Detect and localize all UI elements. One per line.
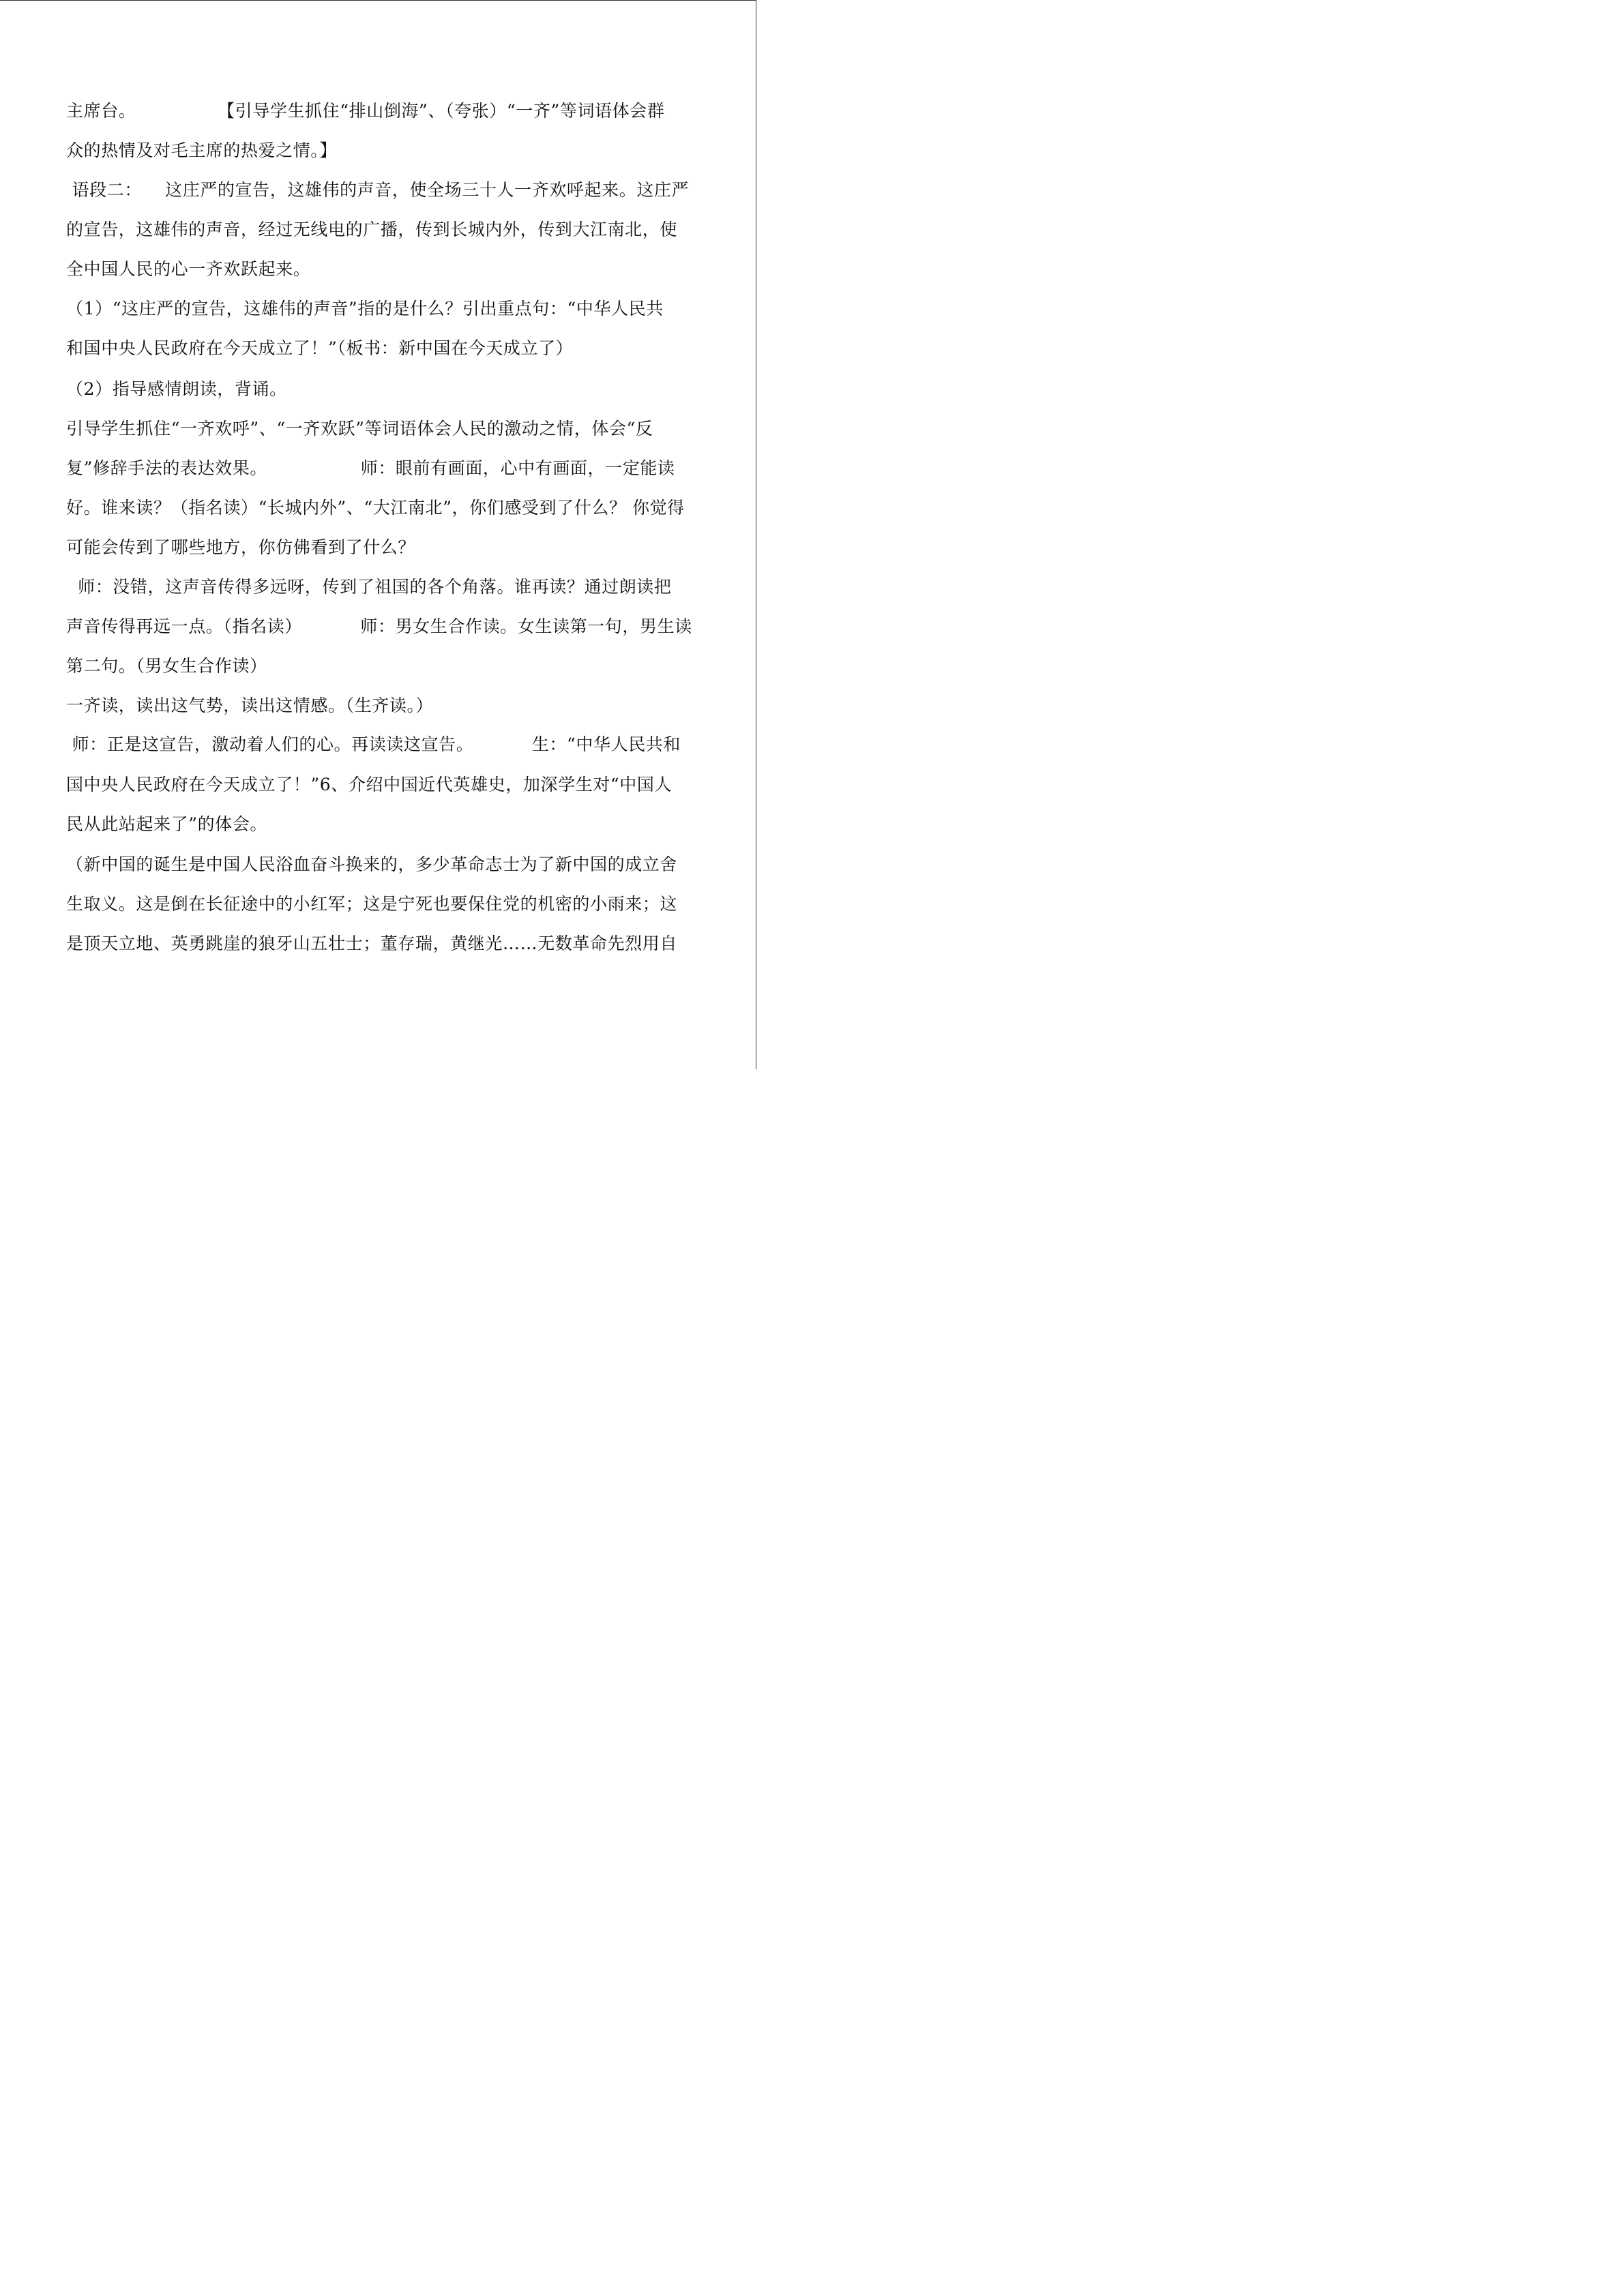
text-line: 引导学生抓住“一齐欢呼”、“一齐欢跃”等词语体会人民的激动之情，体会“反: [66, 419, 653, 438]
text-line: 是顶天立地、英勇跳崖的狼牙山五壮士；董存瑞，黄继光……无数革命先烈用自: [66, 934, 678, 953]
text-line: 好。谁来读？（指名读）“长城内外”、“大江南北”，你们感受到了什么？ 你觉得: [66, 498, 685, 518]
text-line: 全中国人民的心一齐欢跃起来。: [66, 259, 311, 279]
text-line: 民从此站起来了”的体会。: [66, 814, 267, 834]
text-line: 可能会传到了哪些地方，你仿佛看到了什么？: [66, 537, 416, 557]
text-line: （2）指导感情朗读，背诵。: [66, 379, 287, 399]
text-line: 语段二： 这庄严的宣告，这雄伟的声音，使全场三十人一齐欢呼起来。这庄严: [66, 180, 690, 200]
text-line: 生取义。这是倒在长征途中的小红军；这是宁死也要保住党的机密的小雨来；这: [66, 894, 678, 914]
text-line: 师：正是这宣告，激动着人们的心。再读读这宣告。 生：“中华人民共和: [66, 734, 681, 754]
text-line: （新中国的诞生是中国人民浴血奋斗换来的，多少革命志士为了新中国的成立舍: [66, 854, 678, 874]
text-line: 复”修辞手法的表达效果。 师：眼前有画面，心中有画面，一定能读: [66, 458, 675, 478]
text-line: 众的热情及对毛主席的热爱之情。】: [66, 140, 338, 160]
text-line: 一齐读，读出这气势，读出这情感。（生齐读。）: [66, 696, 434, 715]
text-line: 第二句。（男女生合作读）: [66, 656, 267, 676]
text-line: 声音传得再远一点。（指名读） 师：男女生合作读。女生读第一句，男生读: [66, 616, 692, 636]
text-line: （1）“这庄严的宣告，这雄伟的声音”指的是什么？引出重点句：“中华人民共: [66, 299, 664, 318]
page-border-top: [0, 0, 756, 1]
text-line: 和国中央人民政府在今天成立了！”（板书：新中国在今天成立了）: [66, 338, 574, 358]
text-line: 国中央人民政府在今天成立了！”6、介绍中国近代英雄史，加深学生对“中国人: [66, 775, 673, 794]
text-line: 师：没错，这声音传得多远呀，传到了祖国的各个角落。谁再读？通过朗读把: [66, 577, 672, 597]
text-line: 的宣告，这雄伟的声音，经过无线电的广播，传到长城内外，传到大江南北，使: [66, 220, 678, 239]
text-line: 主席台。 【引导学生抓住“排山倒海”、（夸张）“一齐”等词语体会群: [66, 101, 665, 121]
